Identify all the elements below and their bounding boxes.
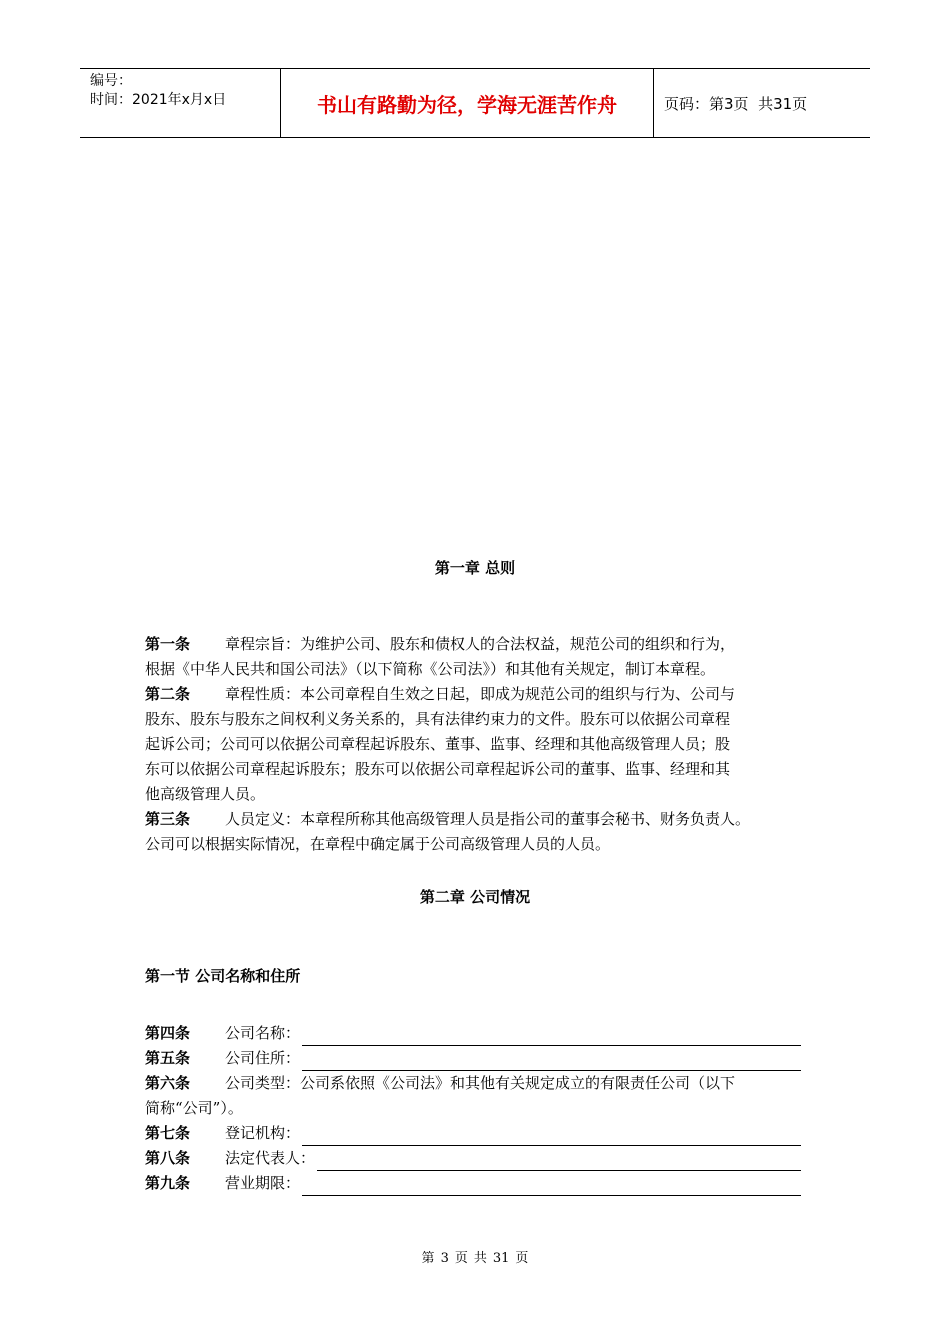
article-1-line-2: 根据《中华人民共和国公司法》（以下简称《公司法》）和其他有关规定，制订本章程。 [145, 660, 716, 678]
company-address-label: 公司住所： [225, 1049, 301, 1067]
article-3-text: 人员定义：本章程所称其他高级管理人员是指公司的董事会秘书、财务负责人。 [225, 810, 751, 828]
article-3-number: 第三条 [145, 810, 191, 828]
header-number-label: 编号： [90, 73, 132, 89]
article-6-line-1 [145, 1071, 801, 1096]
header-page-cell [664, 69, 807, 137]
footer-ye: 页 [454, 1251, 468, 1266]
section-1-title: 第一节 公司名称和住所 [145, 967, 301, 985]
header-page-label: 页码：第3页 共31页 [664, 94, 808, 113]
registration-authority-blank[interactable] [302, 1126, 801, 1146]
legal-representative-blank[interactable] [317, 1151, 801, 1171]
article-4-number: 第四条 [145, 1024, 191, 1042]
company-address-blank[interactable] [302, 1051, 801, 1071]
article-6-text: 公司类型：公司系依照《公司法》和其他有关规定成立的有限责任公司（以下 [225, 1074, 736, 1092]
legal-representative-label: 法定代表人： [225, 1149, 316, 1167]
header-time-label: 时间：2021年x月x日 [90, 92, 227, 108]
registration-authority-label: 登记机构： [225, 1124, 301, 1142]
footer-gong: 共 [473, 1251, 487, 1266]
article-2-line-4: 东可以依据公司章程起诉股东；股东可以依据公司章程起诉公司的董事、监事、经理和其 [145, 760, 731, 778]
article-1-text: 章程宗旨：为维护公司、股东和债权人的合法权益，规范公司的组织和行为， [225, 635, 736, 653]
business-term-label: 营业期限： [225, 1174, 301, 1192]
footer-di: 第 [421, 1251, 435, 1266]
article-6-line-2: 简称“公司”）。 [145, 1099, 243, 1117]
article-7-number: 第七条 [145, 1124, 191, 1142]
article-2-line-2: 股东、股东与股东之间权利义务关系的，具有法律约束力的文件。股东可以依据公司章程 [145, 710, 731, 728]
article-8-number: 第八条 [145, 1149, 191, 1167]
article-1-number: 第一条 [145, 635, 191, 653]
article-3-line-1 [145, 807, 805, 832]
footer-total-pages: 31 [492, 1251, 510, 1266]
article-8-field [145, 1146, 801, 1171]
company-name-blank[interactable] [302, 1026, 801, 1046]
article-2-number: 第二条 [145, 685, 191, 703]
article-1-line-1 [145, 632, 805, 657]
article-9-field [145, 1171, 801, 1196]
chapter-2-articles [145, 1021, 801, 1196]
header-info-cell [80, 69, 281, 137]
article-4-field [145, 1021, 801, 1046]
page-footer [0, 1247, 950, 1266]
article-2-line-5: 他高级管理人员。 [145, 785, 266, 803]
chapter-1-title: 第一章 总则 [434, 559, 516, 577]
article-3-line-2: 公司可以根据实际情况，在章程中确定属于公司高级管理人员的人员。 [145, 835, 611, 853]
chapter-2-title: 第二章 公司情况 [419, 888, 531, 906]
article-2-line-3: 起诉公司；公司可以依据公司章程起诉股东、董事、监事、经理和其他高级管理人员；股 [145, 735, 731, 753]
business-term-blank[interactable] [302, 1176, 801, 1196]
chapter-1-articles [145, 632, 805, 857]
article-6-number: 第六条 [145, 1074, 191, 1092]
page-header [80, 68, 870, 138]
article-2-text: 章程性质：本公司章程自生效之日起，即成为规范公司的组织与行为、公司与 [225, 685, 736, 703]
company-name-label: 公司名称： [225, 1024, 301, 1042]
footer-ye-2: 页 [515, 1251, 529, 1266]
article-5-number: 第五条 [145, 1049, 191, 1067]
header-motto: 书山有路勤为径，学海无涯苦作舟 [281, 69, 654, 137]
footer-page-number: 3 [440, 1251, 449, 1266]
article-5-field [145, 1046, 801, 1071]
article-9-number: 第九条 [145, 1174, 191, 1192]
article-7-field [145, 1121, 801, 1146]
article-2-line-1 [145, 682, 805, 707]
